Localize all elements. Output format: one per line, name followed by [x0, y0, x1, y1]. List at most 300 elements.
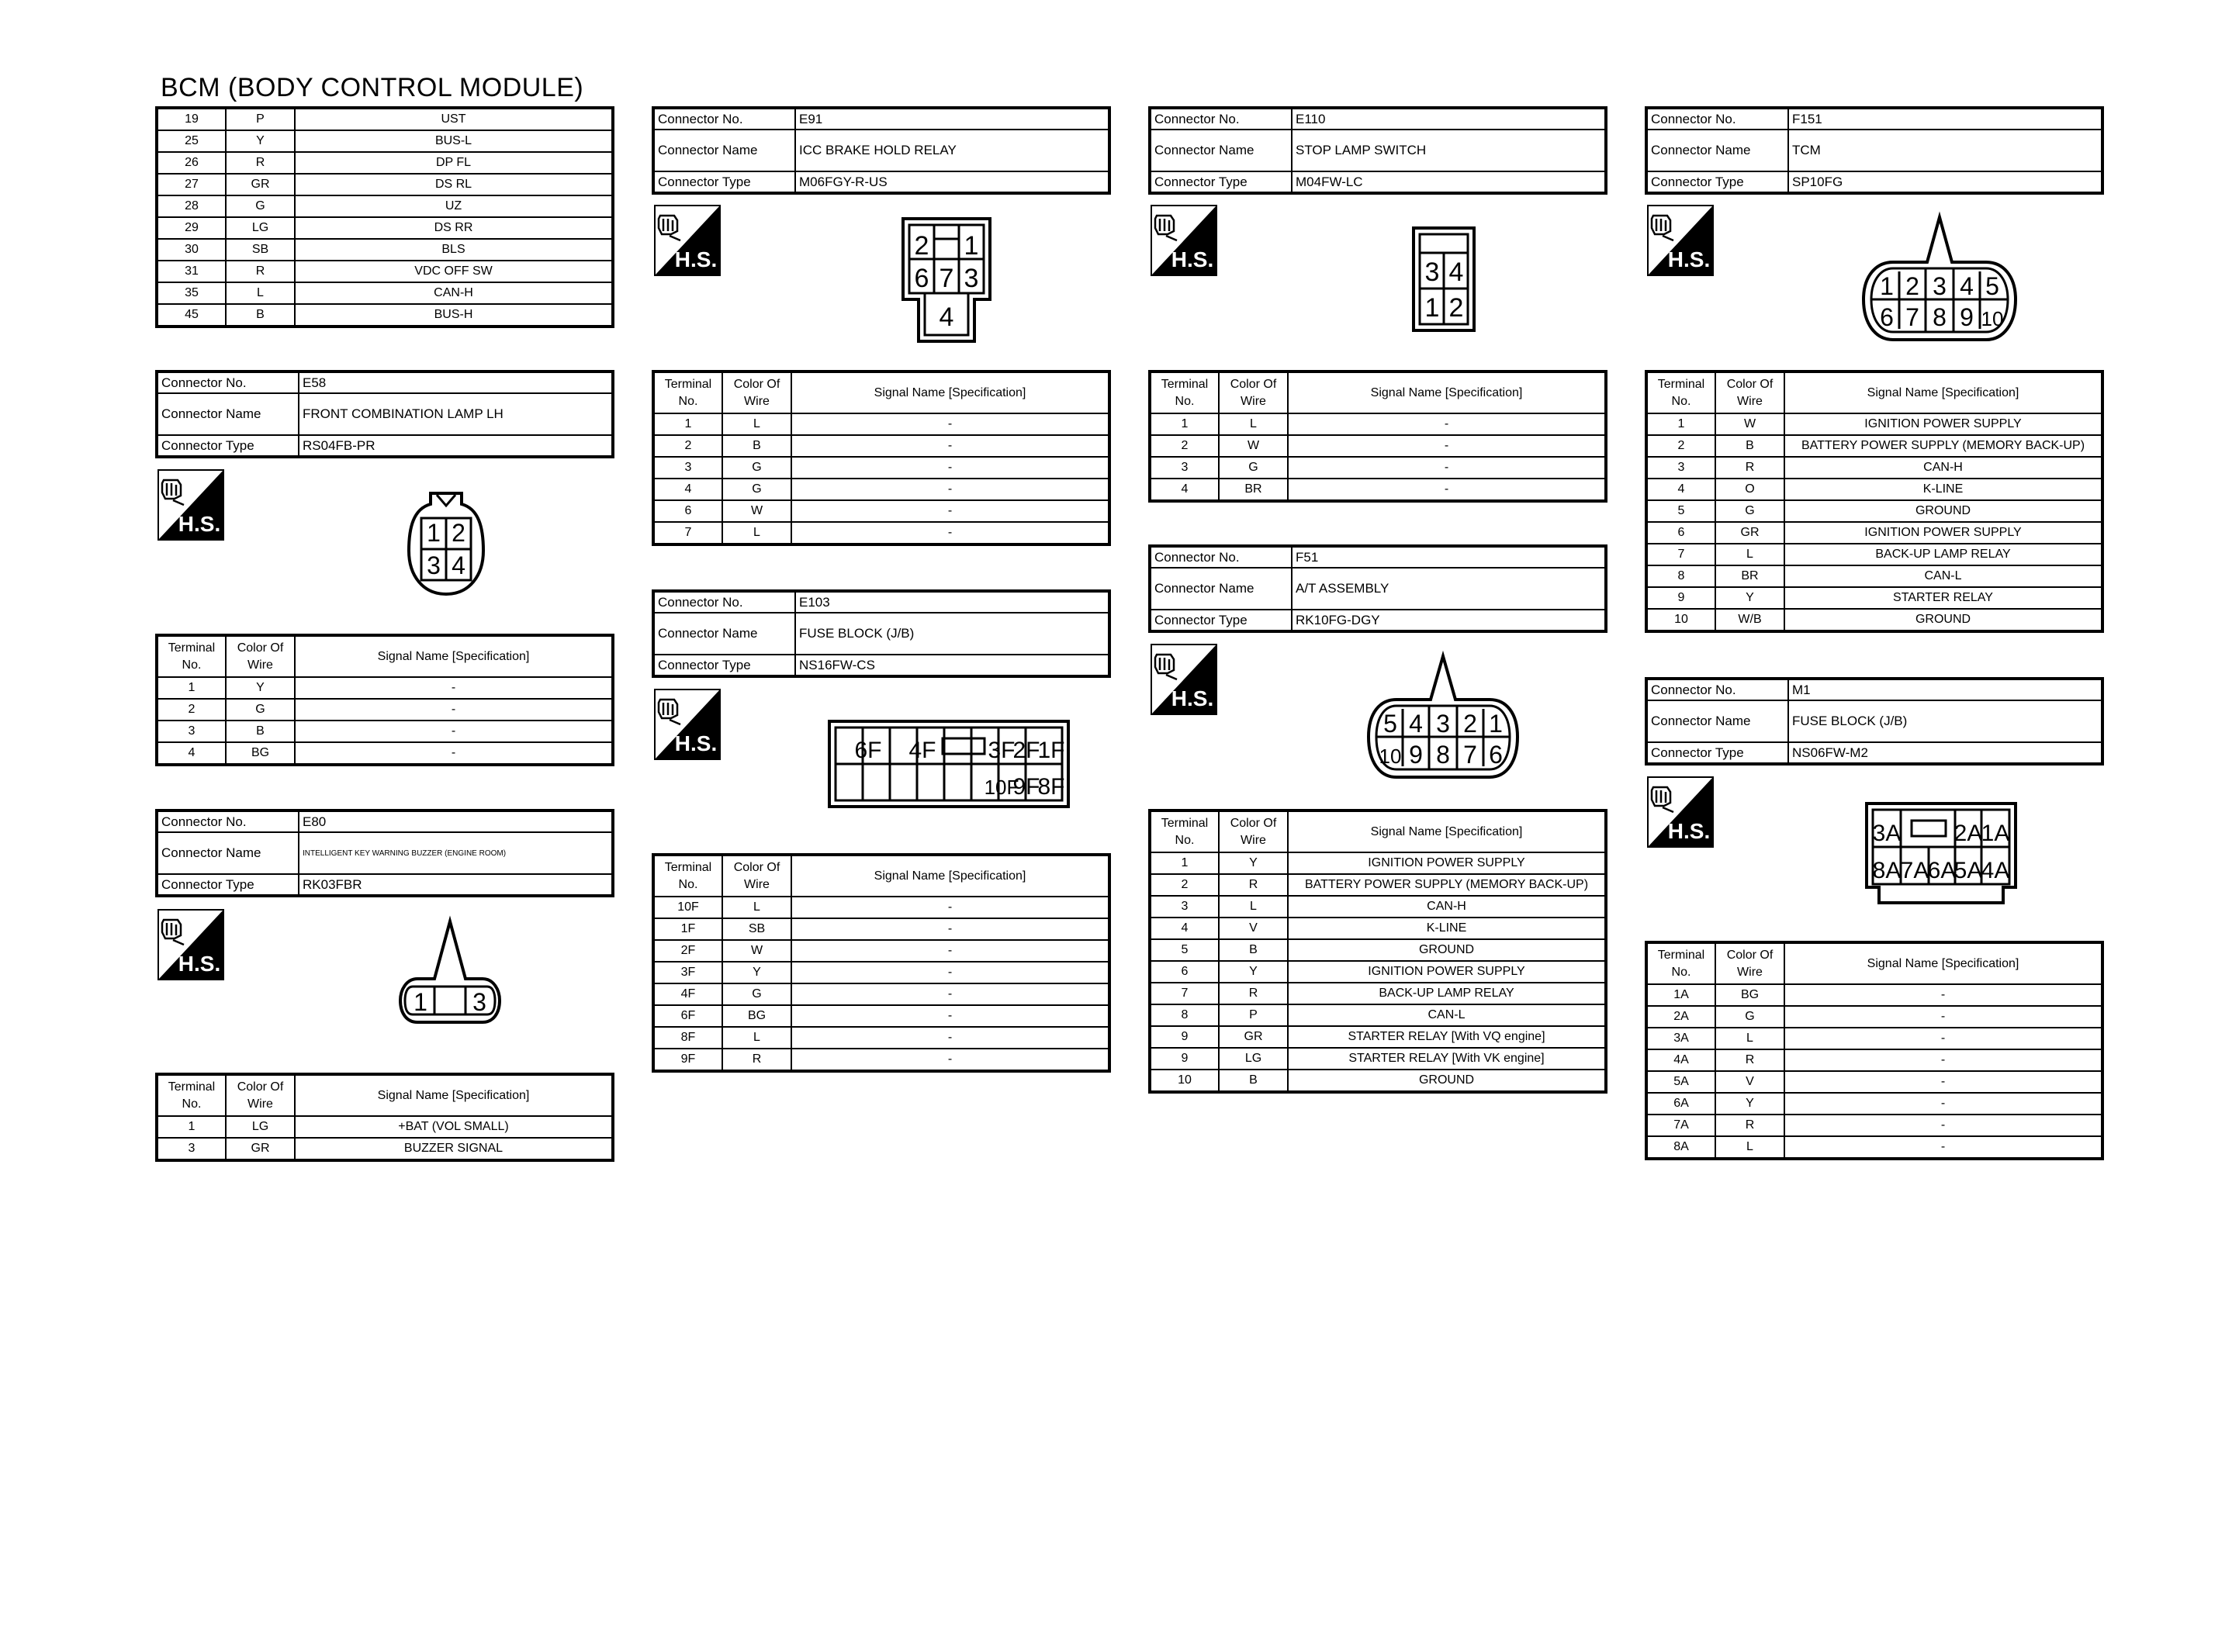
signal-name-header: Signal Name [Specification] — [295, 635, 613, 677]
connector-name-label: Connector Name — [157, 832, 299, 874]
terminal-no-cell: 6 — [1646, 522, 1715, 544]
signal-name-cell: - — [1784, 1006, 2102, 1028]
terminal-no-cell: 10F — [653, 897, 722, 918]
terminal-table-e103 — [652, 853, 1111, 1073]
terminal-no-cell: 5A — [1646, 1071, 1715, 1093]
table-row — [653, 962, 1109, 983]
hs-icon — [1647, 776, 1714, 848]
table-row — [653, 940, 1109, 962]
table-row — [653, 435, 1109, 457]
terminal-no-cell: 27 — [157, 174, 226, 195]
terminal-no-cell: 1F — [653, 918, 722, 940]
connector-no-label: Connector No. — [1150, 546, 1292, 568]
terminal-no-cell: 8 — [1646, 565, 1715, 587]
wire-color-cell: G — [722, 457, 791, 479]
wire-color-cell: GR — [1715, 522, 1784, 544]
pin-label: 4 — [1409, 710, 1423, 738]
wire-color-cell: G — [226, 195, 295, 217]
signal-name-cell: - — [791, 1049, 1109, 1071]
signal-name-cell: - — [791, 1005, 1109, 1027]
pin-label: 4A — [1981, 858, 2010, 883]
terminal-no-header: Terminal No. — [1646, 372, 1715, 413]
table-row — [653, 1027, 1109, 1049]
pin-label: 3 — [472, 988, 486, 1016]
color-of-wire-header: Color Of Wire — [226, 635, 295, 677]
signal-name-cell: BUZZER SIGNAL — [295, 1138, 613, 1160]
wire-color-cell: R — [1219, 983, 1288, 1004]
signal-name-header: Signal Name [Specification] — [791, 855, 1109, 897]
signal-name-cell: BUS-L — [295, 130, 613, 152]
table-row — [1646, 984, 2102, 1006]
pin-label: 8F — [1037, 774, 1065, 800]
pin-label: 1 — [427, 519, 441, 547]
signal-name-cell: GROUND — [1288, 939, 1606, 961]
terminal-no-cell: 9F — [653, 1049, 722, 1071]
terminal-no-cell: 10 — [1646, 609, 1715, 631]
pin-label: 1 — [964, 231, 979, 261]
wire-color-cell: R — [1715, 1115, 1784, 1136]
table-row — [653, 897, 1109, 918]
connector-info-e110 — [1148, 106, 1607, 195]
pin-label: 1A — [1981, 821, 2010, 846]
wire-color-cell: G — [722, 983, 791, 1005]
pin-label: 7A — [1900, 858, 1929, 883]
pin-label: 5 — [1383, 710, 1397, 738]
table-row — [157, 174, 613, 195]
wire-color-cell: L — [1219, 413, 1288, 435]
signal-name-cell: STARTER RELAY [With VQ engine] — [1288, 1026, 1606, 1048]
terminal-no-cell: 1A — [1646, 984, 1715, 1006]
table-row — [157, 195, 613, 217]
signal-name-cell: BACK-UP LAMP RELAY — [1288, 983, 1606, 1004]
terminal-no-cell: 3 — [1646, 457, 1715, 479]
connector-no-value: E103 — [795, 591, 1109, 613]
table-row — [1150, 961, 1606, 983]
signal-name-cell: K-LINE — [1288, 918, 1606, 939]
pin-label: 1 — [1880, 272, 1894, 300]
wire-color-cell: R — [1219, 874, 1288, 896]
signal-name-header: Signal Name [Specification] — [1288, 372, 1606, 413]
terminal-no-cell: 7 — [653, 522, 722, 544]
table-row — [1150, 1070, 1606, 1092]
hs-icon — [654, 689, 721, 760]
pin-label: 4 — [1960, 272, 1974, 300]
wire-color-cell: L — [1715, 1136, 1784, 1159]
wire-color-cell: LG — [1219, 1048, 1288, 1070]
pin-label: 9 — [1409, 741, 1423, 769]
wire-color-cell: W/B — [1715, 609, 1784, 631]
table-row — [653, 983, 1109, 1005]
signal-name-cell: BUS-H — [295, 304, 613, 327]
table-row — [157, 699, 613, 721]
terminal-no-header: Terminal No. — [157, 635, 226, 677]
wire-color-cell: B — [226, 304, 295, 327]
connector-no-label: Connector No. — [1150, 108, 1292, 130]
wire-color-cell: R — [722, 1049, 791, 1071]
wire-color-cell: R — [1715, 1049, 1784, 1071]
wire-color-cell: R — [1715, 457, 1784, 479]
wire-color-cell: LG — [226, 1116, 295, 1138]
terminal-no-header: Terminal No. — [653, 372, 722, 413]
color-of-wire-header: Color Of Wire — [1715, 942, 1784, 984]
connector-name-value: STOP LAMP SWITCH — [1292, 130, 1606, 171]
terminal-table-f51 — [1148, 809, 1607, 1094]
pin-label: 6 — [914, 264, 929, 293]
connector-info-e91 — [652, 106, 1111, 195]
terminal-no-cell: 28 — [157, 195, 226, 217]
table-row — [1646, 435, 2102, 457]
pin-label: 4 — [1448, 257, 1464, 287]
terminal-no-cell: 31 — [157, 261, 226, 282]
wire-color-cell: SB — [226, 239, 295, 261]
connector-no-label: Connector No. — [1646, 679, 1788, 700]
connector-name-value: TCM — [1788, 130, 2102, 171]
hs-icon — [654, 205, 721, 276]
signal-name-cell: K-LINE — [1784, 479, 2102, 500]
signal-name-cell: CAN-H — [295, 282, 613, 304]
wire-color-cell: Y — [226, 677, 295, 699]
signal-name-cell: - — [791, 918, 1109, 940]
table-row — [1646, 500, 2102, 522]
wire-color-cell: W — [722, 940, 791, 962]
wire-color-cell: Y — [1219, 852, 1288, 874]
connector-type-label: Connector Type — [1646, 742, 1788, 764]
pin-label: 5 — [1985, 272, 1999, 300]
svg-text:H.S.: H.S. — [1667, 247, 1711, 271]
terminal-no-cell: 1 — [653, 413, 722, 435]
terminal-no-cell: 4 — [1646, 479, 1715, 500]
terminal-no-cell: 3 — [157, 1138, 226, 1160]
signal-name-cell: - — [791, 435, 1109, 457]
pin-label: 5A — [1954, 858, 1983, 883]
table-row — [1150, 479, 1606, 501]
signal-name-cell: BACK-UP LAMP RELAY — [1784, 544, 2102, 565]
table-row — [1646, 479, 2102, 500]
signal-name-cell: - — [1784, 984, 2102, 1006]
table-row — [1646, 457, 2102, 479]
svg-text:H.S.: H.S. — [178, 512, 221, 536]
terminal-no-cell: 7A — [1646, 1115, 1715, 1136]
svg-text:H.S.: H.S. — [178, 952, 221, 976]
connector-type-value: SP10FG — [1788, 171, 2102, 193]
pin-label: 10F — [984, 776, 1019, 799]
signal-name-cell: - — [295, 721, 613, 742]
terminal-table-f151 — [1645, 370, 2104, 633]
pin-label: 6 — [1489, 741, 1503, 769]
pin-label: 3 — [1436, 710, 1450, 738]
color-of-wire-header: Color Of Wire — [1715, 372, 1784, 413]
terminal-no-cell: 6A — [1646, 1093, 1715, 1115]
terminal-no-cell: 4 — [1150, 918, 1219, 939]
table-row — [1150, 852, 1606, 874]
signal-name-cell: GROUND — [1288, 1070, 1606, 1092]
page-title: BCM (BODY CONTROL MODULE) — [161, 73, 584, 102]
pin-label: 8 — [1933, 303, 1947, 331]
terminal-no-cell: 5 — [1646, 500, 1715, 522]
wire-color-cell: O — [1715, 479, 1784, 500]
wire-color-cell: B — [226, 721, 295, 742]
terminal-table-e91 — [652, 370, 1111, 546]
table-row — [157, 304, 613, 327]
pin-label: 4 — [939, 302, 954, 332]
wire-color-cell: GR — [226, 174, 295, 195]
table-row — [1646, 522, 2102, 544]
signal-name-cell: STARTER RELAY [With VK engine] — [1288, 1048, 1606, 1070]
signal-name-cell: - — [791, 522, 1109, 544]
signal-name-cell: - — [791, 457, 1109, 479]
pin-label: 9F — [1012, 774, 1040, 800]
wire-color-cell: L — [722, 522, 791, 544]
connector-diagram-e58 — [407, 490, 485, 599]
terminal-no-cell: 25 — [157, 130, 226, 152]
signal-name-cell: - — [1288, 457, 1606, 479]
pin-label: 4 — [452, 551, 465, 579]
connector-no-label: Connector No. — [157, 372, 299, 393]
connector-no-label: Connector No. — [653, 591, 795, 613]
wire-color-cell: Y — [1715, 1093, 1784, 1115]
terminal-no-cell: 3F — [653, 962, 722, 983]
wire-color-cell: L — [1715, 544, 1784, 565]
wire-color-cell: GR — [226, 1138, 295, 1160]
wire-color-cell: BG — [1715, 984, 1784, 1006]
connector-diagram-e80 — [397, 918, 503, 1027]
connector-name-label: Connector Name — [157, 393, 299, 435]
terminal-no-cell: 4A — [1646, 1049, 1715, 1071]
connector-name-value: A/T ASSEMBLY — [1292, 568, 1606, 610]
signal-name-cell: - — [1784, 1093, 2102, 1115]
pin-label: 3 — [427, 551, 441, 579]
connector-type-label: Connector Type — [1150, 171, 1292, 193]
wire-color-cell: BR — [1715, 565, 1784, 587]
table-row — [1150, 1026, 1606, 1048]
connector-type-label: Connector Type — [157, 435, 299, 457]
table-row — [1150, 457, 1606, 479]
signal-name-cell: - — [1784, 1071, 2102, 1093]
wire-color-cell: G — [1715, 500, 1784, 522]
terminal-no-cell: 1 — [1150, 852, 1219, 874]
terminal-no-cell: 45 — [157, 304, 226, 327]
signal-name-cell: - — [791, 500, 1109, 522]
connector-no-value: F151 — [1788, 108, 2102, 130]
connector-diagram-f151 — [1860, 214, 2019, 344]
connector-name-label: Connector Name — [1150, 568, 1292, 610]
table-row — [1646, 587, 2102, 609]
terminal-no-cell: 6 — [653, 500, 722, 522]
table-row — [157, 152, 613, 174]
wire-color-cell: L — [722, 1027, 791, 1049]
terminal-table-e58 — [155, 634, 614, 766]
wire-color-cell: BR — [1219, 479, 1288, 501]
signal-name-header: Signal Name [Specification] — [1288, 810, 1606, 852]
connector-no-value: E80 — [299, 810, 613, 832]
connector-name-value: FRONT COMBINATION LAMP LH — [299, 393, 613, 435]
signal-name-cell: - — [791, 413, 1109, 435]
terminal-no-cell: 3 — [653, 457, 722, 479]
connector-type-value: NS16FW-CS — [795, 655, 1109, 676]
signal-name-cell: - — [791, 983, 1109, 1005]
terminal-no-cell: 2 — [1150, 874, 1219, 896]
pin-label: 3A — [1872, 821, 1902, 846]
table-row — [1646, 413, 2102, 435]
terminal-no-cell: 29 — [157, 217, 226, 239]
table-row — [1646, 1028, 2102, 1049]
wire-color-cell: L — [1219, 896, 1288, 918]
terminal-no-cell: 2F — [653, 940, 722, 962]
wire-color-cell: L — [226, 282, 295, 304]
signal-name-cell: GROUND — [1784, 500, 2102, 522]
wire-color-cell: BG — [226, 742, 295, 765]
pin-label: 1 — [1424, 293, 1440, 323]
table-row — [1646, 1136, 2102, 1159]
terminal-no-cell: 26 — [157, 152, 226, 174]
svg-text:H.S.: H.S. — [674, 247, 718, 271]
connector-no-value: E91 — [795, 108, 1109, 130]
table-row — [1150, 435, 1606, 457]
bcm-terminal-table — [155, 106, 614, 328]
wire-color-cell: G — [1219, 457, 1288, 479]
svg-text:H.S.: H.S. — [1667, 819, 1711, 843]
signal-name-cell: DP FL — [295, 152, 613, 174]
color-of-wire-header: Color Of Wire — [722, 372, 791, 413]
signal-name-cell: CAN-H — [1784, 457, 2102, 479]
terminal-table-e110 — [1148, 370, 1607, 503]
pin-label: 7 — [1463, 741, 1477, 769]
signal-name-cell: - — [1288, 435, 1606, 457]
signal-name-cell: +BAT (VOL SMALL) — [295, 1116, 613, 1138]
pin-label: 2 — [1448, 293, 1464, 323]
signal-name-cell: BLS — [295, 239, 613, 261]
pin-label: 1 — [1489, 710, 1503, 738]
signal-name-cell: UZ — [295, 195, 613, 217]
table-row — [157, 108, 613, 130]
hs-icon — [1151, 644, 1217, 715]
connector-info-f151 — [1645, 106, 2104, 195]
svg-text:H.S.: H.S. — [1171, 686, 1214, 710]
wire-color-cell: W — [722, 500, 791, 522]
pin-label: 6 — [1880, 303, 1894, 331]
terminal-no-cell: 19 — [157, 108, 226, 130]
wire-color-cell: B — [722, 435, 791, 457]
terminal-no-cell: 4 — [1150, 479, 1219, 501]
table-row — [653, 1049, 1109, 1071]
connector-name-label: Connector Name — [1646, 700, 1788, 742]
connector-no-value: M1 — [1788, 679, 2102, 700]
table-row — [653, 500, 1109, 522]
signal-name-cell: BATTERY POWER SUPPLY (MEMORY BACK-UP) — [1784, 435, 2102, 457]
color-of-wire-header: Color Of Wire — [226, 1074, 295, 1116]
terminal-table-e80 — [155, 1073, 614, 1162]
table-row — [157, 721, 613, 742]
table-row — [1150, 939, 1606, 961]
signal-name-cell: IGNITION POWER SUPPLY — [1288, 961, 1606, 983]
pin-label: 2 — [1463, 710, 1477, 738]
signal-name-cell: DS RR — [295, 217, 613, 239]
connector-diagram-m1 — [1864, 800, 2019, 906]
connector-diagram-e110 — [1410, 225, 1477, 334]
signal-name-header: Signal Name [Specification] — [1784, 372, 2102, 413]
pin-label: 8 — [1436, 741, 1450, 769]
connector-info-e58 — [155, 370, 614, 458]
signal-name-cell: - — [295, 742, 613, 765]
table-row — [1646, 1006, 2102, 1028]
table-row — [157, 217, 613, 239]
signal-name-cell: IGNITION POWER SUPPLY — [1288, 852, 1606, 874]
pin-label: 3 — [964, 264, 979, 293]
table-row — [1646, 544, 2102, 565]
hs-icon — [157, 469, 224, 541]
signal-name-cell: STARTER RELAY — [1784, 587, 2102, 609]
pin-label: 6F — [854, 738, 882, 763]
connector-name-value: FUSE BLOCK (J/B) — [1788, 700, 2102, 742]
terminal-no-cell: 2 — [653, 435, 722, 457]
terminal-no-cell: 2 — [1646, 435, 1715, 457]
table-row — [157, 742, 613, 765]
table-row — [157, 677, 613, 699]
color-of-wire-header: Color Of Wire — [1219, 372, 1288, 413]
connector-no-value: E110 — [1292, 108, 1606, 130]
pin-label: 2 — [452, 519, 465, 547]
wire-color-cell: P — [1219, 1004, 1288, 1026]
table-row — [1646, 1049, 2102, 1071]
connector-name-value: FUSE BLOCK (J/B) — [795, 613, 1109, 655]
pin-label: 2 — [1905, 272, 1919, 300]
table-row — [157, 239, 613, 261]
connector-type-value: NS06FW-M2 — [1788, 742, 2102, 764]
connector-no-label: Connector No. — [1646, 108, 1788, 130]
terminal-no-cell: 4 — [157, 742, 226, 765]
pin-label: 1 — [414, 988, 427, 1016]
table-row — [1150, 413, 1606, 435]
terminal-no-cell: 2 — [157, 699, 226, 721]
signal-name-cell: CAN-L — [1288, 1004, 1606, 1026]
connector-type-label: Connector Type — [1150, 610, 1292, 631]
wire-color-cell: BG — [722, 1005, 791, 1027]
table-row — [1150, 896, 1606, 918]
hs-icon — [1647, 205, 1714, 276]
terminal-no-cell: 8 — [1150, 1004, 1219, 1026]
table-row — [157, 261, 613, 282]
connector-type-label: Connector Type — [1646, 171, 1788, 193]
signal-name-cell: BATTERY POWER SUPPLY (MEMORY BACK-UP) — [1288, 874, 1606, 896]
signal-name-cell: - — [295, 699, 613, 721]
connector-info-m1 — [1645, 677, 2104, 766]
signal-name-cell: - — [791, 479, 1109, 500]
table-row — [653, 413, 1109, 435]
wire-color-cell: L — [722, 413, 791, 435]
terminal-no-header: Terminal No. — [1150, 372, 1219, 413]
signal-name-cell: CAN-H — [1288, 896, 1606, 918]
signal-name-cell: - — [791, 897, 1109, 918]
terminal-no-cell: 6F — [653, 1005, 722, 1027]
terminal-no-cell: 30 — [157, 239, 226, 261]
wire-color-cell: V — [1715, 1071, 1784, 1093]
table-row — [1646, 1093, 2102, 1115]
table-row — [157, 282, 613, 304]
pin-label: 10 — [1981, 307, 2004, 330]
signal-name-cell: - — [1784, 1136, 2102, 1159]
pin-label: 8A — [1872, 858, 1902, 883]
terminal-no-cell: 1 — [157, 1116, 226, 1138]
table-row — [1646, 1071, 2102, 1093]
connector-name-value: INTELLIGENT KEY WARNING BUZZER (ENGINE ROOM) — [299, 832, 613, 874]
connector-name-label: Connector Name — [1646, 130, 1788, 171]
pin-label: 6A — [1927, 858, 1957, 883]
terminal-no-cell: 7 — [1646, 544, 1715, 565]
connector-type-label: Connector Type — [653, 655, 795, 676]
terminal-no-cell: 35 — [157, 282, 226, 304]
terminal-no-cell: 6 — [1150, 961, 1219, 983]
wire-color-cell: B — [1219, 939, 1288, 961]
